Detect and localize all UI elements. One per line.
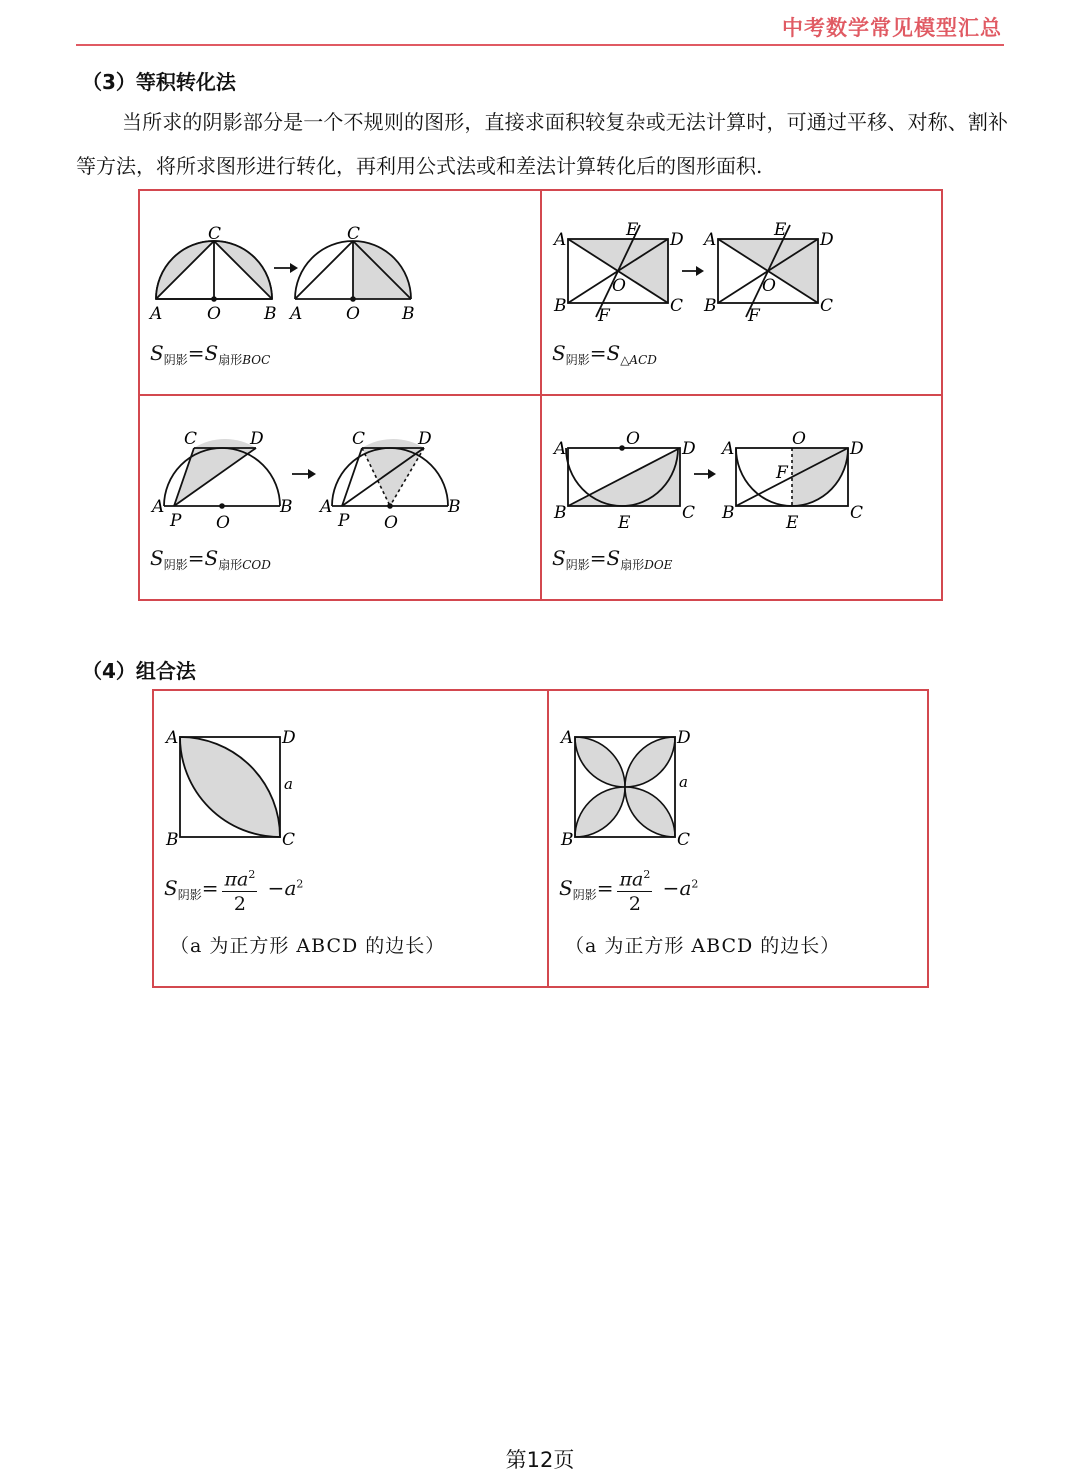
- figure-square-four-petal: [549, 717, 929, 887]
- label-f: F: [598, 306, 610, 326]
- label-c: C: [670, 296, 684, 316]
- svg-text:D: D: [850, 439, 864, 459]
- label-a: A: [554, 230, 567, 250]
- svg-text:F: F: [748, 306, 760, 326]
- svg-text:C: C: [850, 503, 864, 523]
- label-c: C: [184, 429, 198, 449]
- label-side-a: a: [284, 775, 293, 793]
- section3-table: [138, 189, 943, 601]
- label-a: A: [166, 728, 179, 748]
- svg-text:C: C: [352, 429, 366, 449]
- svg-text:O: O: [762, 276, 776, 296]
- svg-text:C: C: [347, 224, 361, 244]
- svg-text:D: D: [418, 429, 432, 449]
- section3-heading: （3）等积转化法: [82, 70, 236, 94]
- header-title: 中考数学常见模型汇总: [782, 16, 1002, 40]
- formula-cell-1: $S_{阴影}=S_{扇形BOC}$: [150, 341, 271, 367]
- svg-text:P: P: [338, 511, 350, 531]
- formula-cell-lens: $S_{阴影}=$ $\frac{\pi a^2}{2}$ $-a^2$: [164, 863, 303, 916]
- svg-text:B: B: [448, 497, 461, 517]
- label-o: O: [612, 276, 626, 296]
- label-p: P: [170, 511, 182, 531]
- cell-semicircle-sector-cod: [140, 396, 541, 601]
- svg-text:C: C: [820, 296, 834, 316]
- label-e: E: [626, 220, 639, 240]
- label-c: C: [682, 503, 696, 523]
- label-a: A: [561, 728, 574, 748]
- svg-text:A: A: [320, 497, 333, 517]
- label-b: B: [554, 296, 567, 316]
- label-c: C: [282, 830, 296, 850]
- label-a: A: [554, 439, 567, 459]
- section3-paragraph: 当所求的阴影部分是一个不规则的图形，直接求面积较复杂或无法计算时，可通过平移、对称、割补等方法，将所求图形进行转化，再利用公式法或和差法计算转化后的图形面积.: [76, 110, 1008, 178]
- label-d: D: [677, 728, 691, 748]
- label-o: O: [207, 304, 221, 324]
- formula-cell-4: $S_{阴影}=S_{扇形DOE}$: [552, 546, 673, 572]
- label-d: D: [670, 230, 684, 250]
- label-a: A: [152, 497, 165, 517]
- label-o: O: [216, 513, 230, 533]
- label-b: B: [264, 304, 277, 324]
- figure-rectangle-transform: [542, 211, 942, 361]
- svg-text:B: B: [402, 304, 415, 324]
- figure-square-lens: [154, 717, 548, 887]
- label-d: D: [682, 439, 696, 459]
- note-cell-petal: （a 为正方形 ABCD 的边长）: [565, 935, 841, 957]
- svg-text:D: D: [820, 230, 834, 250]
- svg-text:A: A: [722, 439, 735, 459]
- page-number: 第12页: [505, 1448, 575, 1472]
- cell-rectangle-sector-doe: [542, 396, 943, 601]
- svg-text:E: E: [786, 513, 799, 533]
- label-side-a: a: [679, 773, 688, 791]
- svg-text:B: B: [722, 503, 735, 523]
- svg-text:O: O: [792, 429, 806, 449]
- section4-heading: （4）组合法: [82, 659, 196, 683]
- label-d: D: [250, 429, 264, 449]
- label-e: E: [618, 513, 631, 533]
- figure-semicircle-chord-transform: [140, 414, 540, 564]
- cell-semicircle-sector-boc: [140, 191, 541, 395]
- label-d: D: [282, 728, 296, 748]
- svg-text:A: A: [704, 230, 717, 250]
- cell-rectangle-triangle-acd: [542, 191, 943, 395]
- label-c: C: [208, 224, 222, 244]
- svg-text:B: B: [704, 296, 717, 316]
- label-b: B: [280, 497, 293, 517]
- label-b: B: [554, 503, 567, 523]
- label-c: C: [677, 830, 691, 850]
- label-a: A: [150, 304, 163, 324]
- formula-cell-3: $S_{阴影}=S_{扇形COD}$: [150, 546, 271, 572]
- svg-text:O: O: [346, 304, 360, 324]
- svg-text:O: O: [384, 513, 398, 533]
- figure-rect-semicircle-transform: [542, 414, 942, 564]
- svg-text:A: A: [290, 304, 303, 324]
- svg-text:E: E: [774, 220, 787, 240]
- label-o: O: [626, 429, 640, 449]
- label-f: F: [776, 463, 788, 483]
- label-b: B: [166, 830, 179, 850]
- section4-table: [152, 689, 929, 988]
- label-b: B: [561, 830, 574, 850]
- formula-cell-petal: $S_{阴影}=$ $\frac{\pi a^2}{2}$ $-a^2$: [559, 863, 698, 916]
- cell-four-petal: [549, 691, 929, 987]
- formula-cell-2: $S_{阴影}=S_{\triangle ACD}$: [552, 341, 657, 367]
- note-cell-lens: （a 为正方形 ABCD 的边长）: [170, 935, 446, 957]
- figure-semicircle-transform: [140, 211, 540, 361]
- header-rule: [76, 44, 1004, 46]
- cell-lens-shape: [154, 691, 548, 987]
